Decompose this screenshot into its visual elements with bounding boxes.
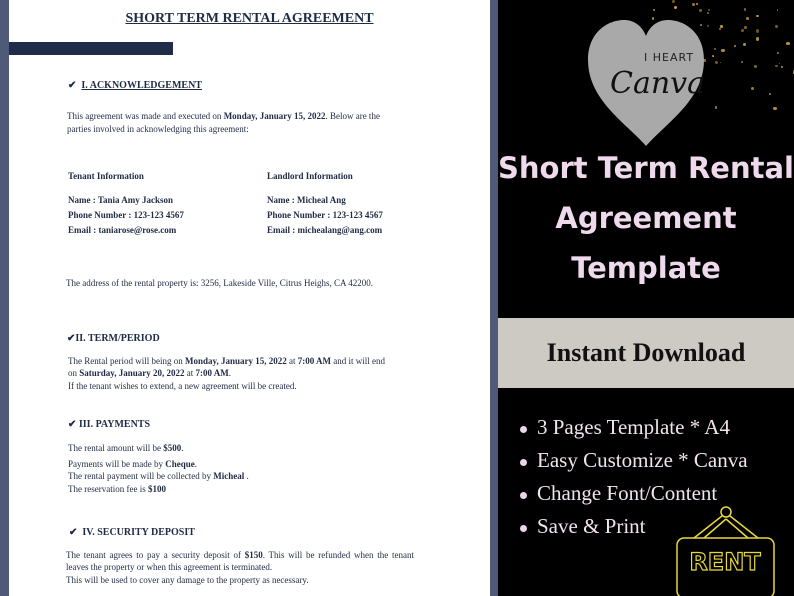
confetti-dot [744, 8, 746, 10]
tenant-name: Name : Tania Amy Jackson [68, 195, 174, 205]
payment-line1: The rental amount will be $500. [68, 443, 184, 453]
term-line3: If the tenant wishes to extend, a new agreement will be created. [68, 381, 297, 391]
feature-item: Save & Print [520, 513, 646, 539]
confetti-dot [741, 61, 743, 63]
confetti-dot [756, 37, 759, 40]
section-deposit-heading: ✔ IV. SECURITY DEPOSIT [69, 527, 195, 538]
check-icon: ✔ [69, 527, 78, 538]
payment-line3: The rental payment will be collected by Micheal . [68, 471, 249, 481]
confetti-dot [692, 3, 695, 6]
deposit-line3: This will be used to cover any damage to the property as necessary. [66, 575, 309, 585]
confetti-dot [786, 42, 789, 45]
feature-item: Easy Customize * Canva [520, 447, 748, 473]
decorative-bar [9, 42, 173, 55]
landlord-heading: Landlord Information [267, 171, 353, 181]
confetti-dot [756, 15, 758, 17]
confetti-dot [746, 17, 749, 20]
confetti-dot [751, 87, 754, 90]
confetti-dot [769, 93, 771, 95]
rent-sign-text: RENT [689, 548, 761, 576]
document-title: SHORT TERM RENTAL AGREEMENT [125, 11, 374, 26]
logo-canva-text: Canva [610, 66, 705, 101]
confetti-dot [744, 26, 747, 29]
confetti-dot [707, 25, 709, 27]
promo-title-line2: Agreement [555, 201, 737, 235]
landlord-email: Email : michealang@ang.com [267, 225, 383, 235]
confetti-dot [775, 25, 778, 28]
confetti-dot [672, 0, 675, 3]
section-acknowledgement-heading: ✔ I. ACKNOWLEDGEMENT [68, 80, 202, 91]
confetti-dot [720, 25, 723, 28]
confetti-dot [734, 45, 736, 47]
confetti-dot [775, 65, 777, 67]
promo-title-line3: Template [571, 251, 721, 285]
confetti-dot [754, 65, 757, 68]
confetti-dot [715, 106, 717, 108]
tenant-phone: Phone Number : 123-123 4567 [68, 210, 184, 220]
confetti-dot [712, 55, 714, 57]
check-icon: ✔ [67, 333, 76, 344]
payment-line4: The reservation fee is $100 [68, 484, 166, 494]
confetti-dot [674, 6, 677, 9]
confetti-dot [756, 29, 759, 32]
confetti-dot [777, 52, 779, 54]
logo-top-text: I HEART [644, 51, 695, 64]
feature-item: 3 Pages Template * A4 [520, 414, 730, 440]
tenant-heading: Tenant Information [68, 171, 144, 181]
confetti-dot [741, 29, 743, 31]
ack-text-line1: This agreement was made and executed on Monday, January 15, 2022. Below are the [67, 111, 380, 121]
promo-title-line1: Short Term Rental [498, 151, 794, 185]
deposit-line2: leaves the property or when this agreement is terminated. [66, 562, 273, 572]
term-line1: The Rental period will being on Monday, January 15, 2022 at 7:00 AM and it will end [68, 356, 385, 366]
landlord-name: Name : Micheal Ang [267, 195, 346, 205]
landlord-phone: Phone Number : 123-123 4567 [267, 210, 383, 220]
term-line2: on Saturday, January 20, 2022 at 7:00 AM. [68, 368, 232, 378]
deposit-line1: The tenant agrees to pay a security deposit of $150. This will be refunded when the tenant [66, 550, 414, 560]
confetti-dot [781, 66, 783, 68]
confetti-dot [773, 107, 776, 110]
confetti-dot [779, 63, 781, 65]
feature-item: Change Font/Content [520, 480, 717, 506]
check-icon: ✔ [68, 80, 77, 91]
ack-text-line2: parties involved in acknowledging this agreement: [67, 124, 249, 134]
confetti-dot [721, 49, 724, 52]
agreement-page [9, 0, 490, 596]
check-icon: ✔ [68, 419, 77, 430]
confetti-dot [707, 12, 709, 14]
section-payments-heading: ✔ III. PAYMENTS [68, 419, 151, 430]
confetti-dot [708, 9, 710, 11]
property-address: The address of the rental property is: 3256, Lakeside Ville, Citrus Heighs, CA 42200. [66, 278, 373, 288]
confetti-dot [743, 43, 746, 46]
tenant-email: Email : taniarose@rose.com [68, 225, 177, 235]
confetti-dot [653, 9, 655, 11]
section-term-heading: ✔II. TERM/PERIOD [67, 333, 160, 344]
confetti-dot [696, 3, 698, 5]
confetti-dot [720, 62, 722, 64]
confetti-dot [699, 9, 702, 12]
confetti-dot [777, 9, 779, 11]
payment-line2: Payments will be made by Cheque. [68, 459, 197, 469]
instant-download-banner: Instant Download [498, 318, 794, 388]
promo-panel [498, 0, 794, 596]
confetti-dot [715, 61, 718, 64]
confetti-dot [714, 48, 716, 50]
